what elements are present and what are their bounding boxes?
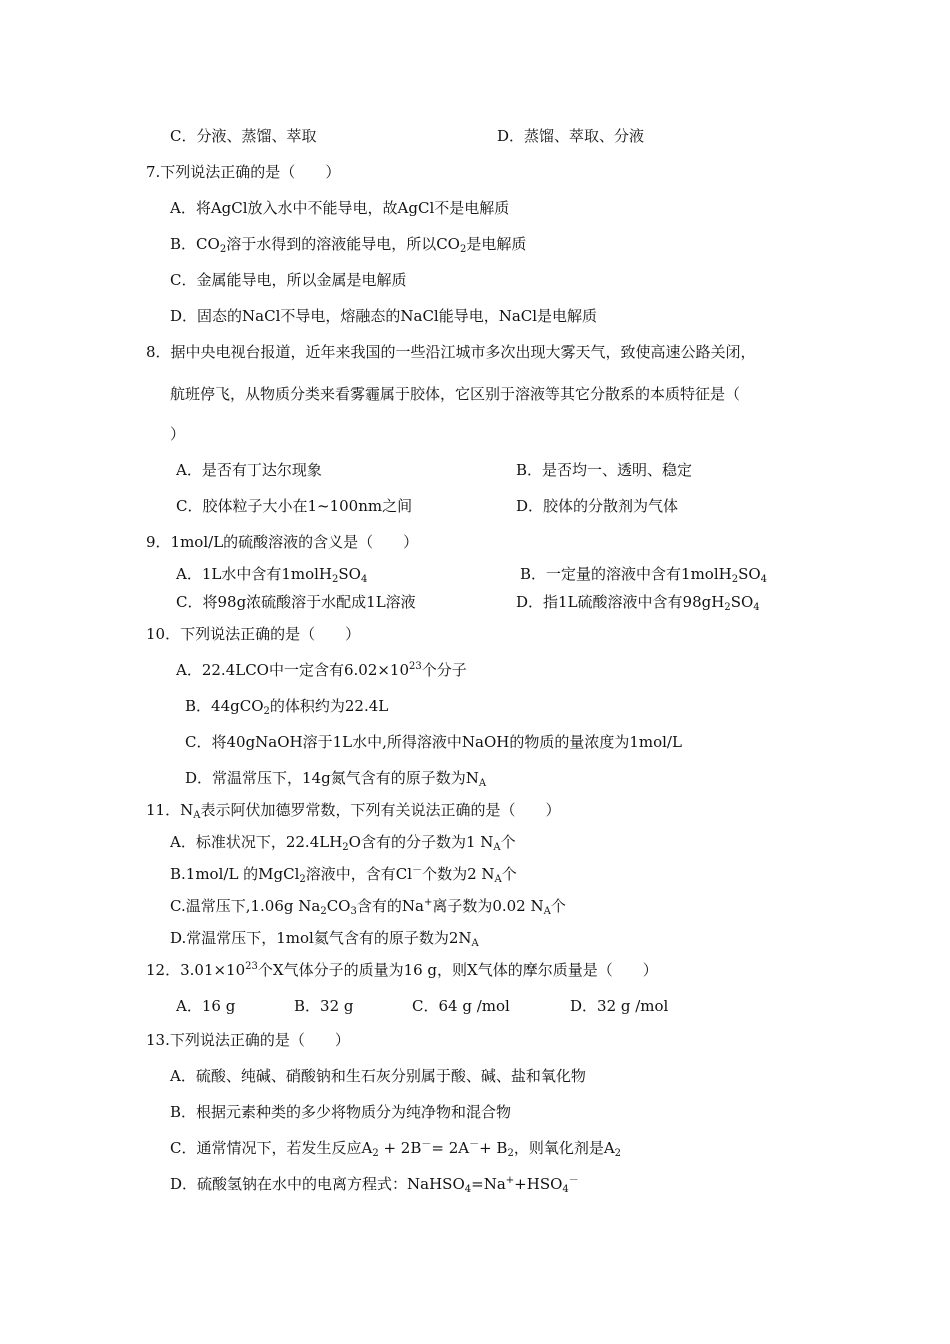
q12-stem: 12．$3.01\times 10^{23}$个X气体分子的质量为16 g，则X气体的摩尔质量是（ ） [146,961,658,979]
q8-stem-line2: 航班停飞，从物质分类来看雾霾属于胶体，它区别于溶液等其它分散系的本质特征是（ [170,385,741,403]
q9-option-c: C．将98g浓硫酸溶于水配成1L溶液 [176,593,416,611]
q7-option-b: B．$CO_2$溶于水得到的溶液能导电，所以$CO_2$是电解质 [170,235,527,255]
q6-option-c: C．分液、蒸馏、萃取 [170,127,317,145]
q6-option-d: D．蒸馏、萃取、分液 [497,127,645,145]
q7-option-d: D．固态的NaCl不导电，熔融态的NaCl能导电，NaCl是电解质 [170,307,598,325]
q12-option-a: A．16 g [176,997,236,1015]
q11-option-d: D.常温常压下，1mol氦气含有的原子数为$2N_A$ [170,929,479,949]
q10-option-a: A．22.4LCO中一定含有$6.02\times 10^{23}$个分子 [176,661,467,679]
q11-option-b: B.1mol/L 的MgCl$_2$溶液中，含有Cl－个数为2 $N_A$个 [170,865,517,885]
q12-option-d: D．32 g /mol [570,997,669,1015]
q10-option-c: C．将40gNaOH溶于1L水中,所得溶液中NaOH的物质的量浓度为1mol/L [185,733,682,751]
q13-stem: 13.下列说法正确的是（ ） [146,1031,350,1049]
q9-option-b: B．一定量的溶液中含有$1molH_2SO_4$ [520,565,768,585]
q10-option-b: B．44gCO$_2$的体积约为22.4L [185,697,389,717]
q8-option-a: A．是否有丁达尔现象 [176,461,322,479]
q8-option-c: C．胶体粒子大小在1~100nm之间 [176,497,413,515]
q13-option-d: D．硫酸氢钠在水中的电离方程式：$NaHSO_4=Na^++HSO_4^-$ [170,1175,579,1195]
q8-stem-line3: ） [170,425,186,443]
q9-option-d: D．指1L硫酸溶液中含有$98gH_2SO_4$ [516,593,760,613]
q10-option-d: D．常温常压下，14g氮气含有的原子数为$N_A$ [185,769,487,789]
q8-option-d: D．胶体的分散剂为气体 [516,497,679,515]
q8-option-b: B．是否均一、透明、稳定 [516,461,693,479]
q9-stem: 9．1mol/L的硫酸溶液的含义是（ ） [146,533,419,551]
q11-stem: 11．$N_A$表示阿伏加德罗常数，下列有关说法正确的是（ ） [146,801,561,821]
q10-stem: 10．下列说法正确的是（ ） [146,625,361,643]
q7-option-c: C．金属能导电，所以金属是电解质 [170,271,407,289]
q12-option-c: C．64 g /mol [412,997,510,1015]
q12-option-b: B．32 g [294,997,354,1015]
q11-option-a: A．标准状况下，$22.4LH_2O$含有的分子数为1 $N_A$个 [170,833,516,853]
q7-stem: 7.下列说法正确的是（ ） [146,163,341,181]
q13-option-b: B．根据元素种类的多少将物质分为纯净物和混合物 [170,1103,512,1121]
q9-option-a: A．1L水中含有$1molH_2SO_4$ [176,565,368,585]
q8-stem-line1: 8．据中央电视台报道，近年来我国的一些沿江城市多次出现大雾天气，致使高速公路关闭， [146,343,756,361]
q7-option-a: A．将AgCl放入水中不能导电，故AgCl不是电解质 [170,199,510,217]
q11-option-c: C.温常压下,1.06g $Na_2CO_3$含有的Na+离子数为0.02 $N_A$个 [170,897,566,917]
q13-option-a: A．硫酸、纯碱、硝酸钠和生石灰分别属于酸、碱、盐和氧化物 [170,1067,586,1085]
q13-option-c: C．通常情况下，若发生反应$A_2 + 2B^-= 2A^-+ B_2$，则氧化剂是$A_2$ [170,1139,622,1159]
